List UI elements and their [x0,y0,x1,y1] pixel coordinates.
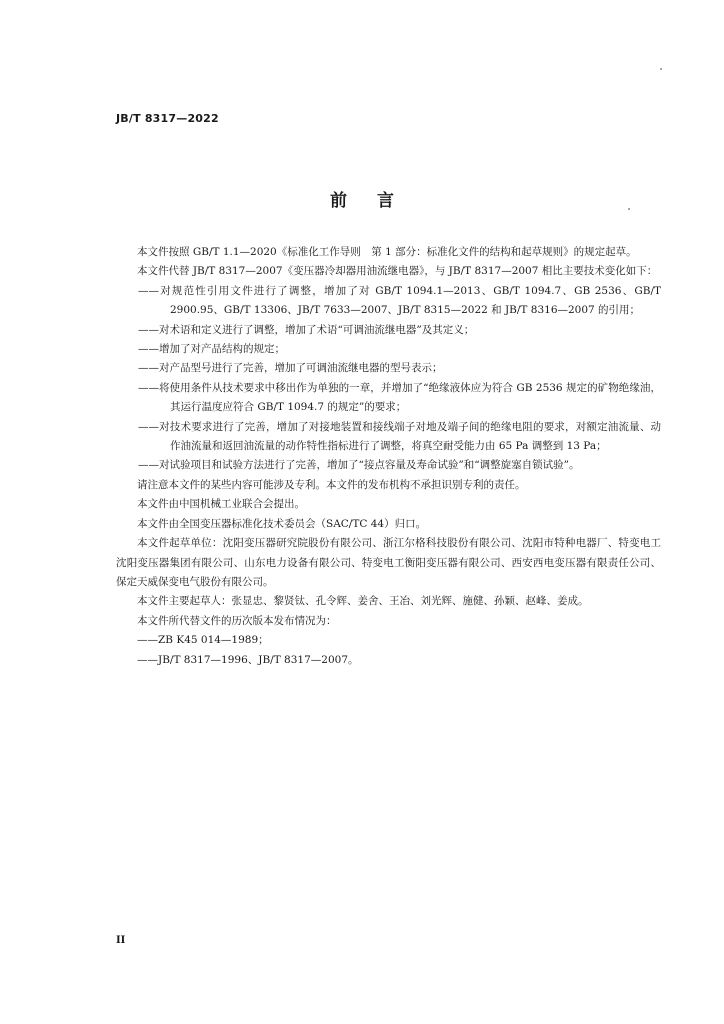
paragraph-under-jurisdiction: 本文件由全国变压器标准化技术委员会（SAC/TC 44）归口。 [137,517,427,530]
change-item: ——对试验项目和试验方法进行了完善，增加了“接点容量及寿命试验”和“调整旋塞自锁试验”。 [138,459,580,472]
page-number: II [116,935,126,946]
paragraph-main-drafters: 本文件主要起草人：张显忠、黎贤钛、孔令辉、姜舍、王冶、刘光辉、施健、孙颖、赵峰、姜成。 [137,595,589,608]
change-item: ——将使用条件从技术要求中移出作为单独的一章，并增加了“绝缘液体应为符合 GB 2536 规定的矿物绝缘油，其运行温度应符合 GB/T 1094.7 的规定”的要求； [138,381,661,414]
change-item: ——对技术要求进行了完善，增加了对接地装置和接线端子对地及端子间的绝缘电阻的要求，对额定油流量、动作油流量和返回油流量的动作特性指标进行了调整，将真空耐受能力由 65 Pa 调整到 13 Pa； [138,420,661,453]
page-title: 前言 [330,191,424,211]
change-item: ——对规范性引用文件进行了调整，增加了对 GB/T 1094.1—2013、GB/T 1094.7、GB 2536、GB/T 2900.95、GB/T 13306、JB/T 7633—2007、JB/T 8315—2022 和 JB/T 8316—2007 的引用； [138,284,661,317]
paragraph-drafting-units: 本文件起草单位：沈阳变压器研究院股份有限公司、浙江尔格科技股份有限公司、沈阳市特种电器厂、特变电工沈阳变压器集团有限公司、山东电力设备有限公司、特变电工衡阳变压器有限公司、西安西电变压器有限责任公司、保定天威保变电气股份有限公司。 [116,537,661,588]
scan-speck [628,208,630,210]
paragraph-patent-notice: 请注意本文件的某些内容可能涉及专利。本文件的发布机构不承担识别专利的责任。 [137,478,526,491]
scan-speck [660,68,662,70]
paragraph-drafting-rules: 本文件按照 GB/T 1.1—2020《标准化工作导则 第 1 部分：标准化文件的结构和起草规则》的规定起草。 [137,246,637,258]
change-item: ——增加了对产品结构的规定； [138,343,285,356]
paragraph-proposed-by: 本文件由中国机械工业联合会提出。 [137,498,305,511]
history-item: ——JB/T 8317—1996、JB/T 8317—2007。 [137,653,359,666]
paragraph-replacement: 本文件代替 JB/T 8317—2007《变压器冷却器用油流继电器》，与 JB/T 8317—2007 相比主要技术变化如下： [137,265,658,278]
foreword-body [116,243,661,670]
paragraph-history-intro: 本文件所代替文件的历次版本发布情况为： [137,614,337,627]
history-item: ——ZB K45 014—1989； [137,634,269,647]
change-item: ——对术语和定义进行了调整，增加了术语“可调油流继电器”及其定义； [138,323,475,336]
change-item: ——对产品型号进行了完善，增加了可调油流继电器的型号表示； [138,362,443,375]
standard-number: JB/T 8317—2022 [116,112,219,125]
